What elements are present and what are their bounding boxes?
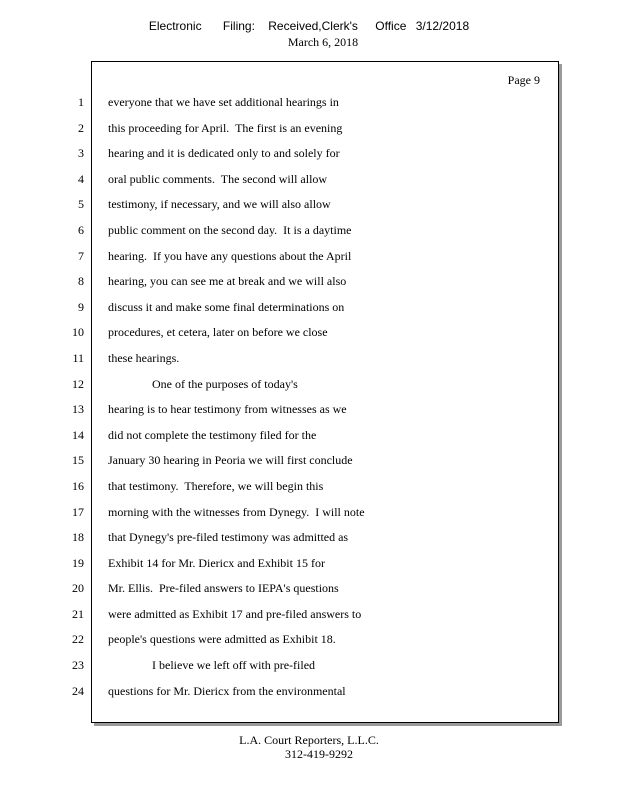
footer (0, 733, 618, 761)
filing-stamp (0, 19, 618, 33)
transcript-line: oral public comments. The second will allow (108, 171, 328, 186)
line-number: 24 (72, 683, 84, 698)
line-number: 11 (72, 350, 84, 365)
transcript-line: One of the purposes of today's (152, 376, 298, 391)
transcript-line: procedures, et cetera, later on before we close (108, 325, 328, 340)
filing-word-filing: Filing: (222, 19, 255, 33)
filing-word-office: Office (375, 19, 407, 33)
page-number: Page 9 (507, 73, 540, 87)
transcript-line: morning with the witnesses from Dynegy. I will note (108, 504, 365, 519)
transcript-line: hearing and it is dedicated only to and solely for (108, 146, 340, 161)
transcript-line: public comment on the second day. It is a daytime (108, 222, 352, 237)
hearing-date: March 6, 2018 (287, 35, 359, 49)
transcript-line: questions for Mr. Diericx from the environmental (108, 683, 346, 698)
line-number: 5 (78, 197, 84, 212)
line-number: 22 (72, 632, 84, 647)
line-number: 15 (72, 453, 84, 468)
line-number: 17 (72, 504, 84, 519)
transcript-line: Mr. Ellis. Pre-filed answers to IEPA's questions (108, 581, 339, 596)
line-number: 10 (72, 325, 84, 340)
line-number: 6 (78, 222, 84, 237)
transcript-line: everyone that we have set additional hearings in (108, 95, 339, 109)
line-number: 7 (78, 248, 84, 263)
transcript-line: did not complete the testimony filed for the (108, 427, 317, 442)
line-number: 16 (72, 478, 84, 493)
transcript-line: this proceeding for April. The first is an evening (108, 120, 343, 135)
line-number-column (40, 95, 84, 709)
line-number: 1 (78, 95, 84, 109)
reporter-company: L.A. Court Reporters, L.L.C. (239, 733, 379, 747)
transcript-text (108, 95, 548, 709)
line-number: 19 (72, 555, 84, 570)
line-number: 2 (78, 120, 84, 135)
transcript-line: that Dynegy's pre-filed testimony was admitted as (108, 530, 349, 545)
filing-date: 3/12/2018 (415, 19, 470, 33)
transcript-line: Exhibit 14 for Mr. Diericx and Exhibit 15 for (108, 555, 325, 570)
transcript-line: were admitted as Exhibit 17 and pre-filed answers to (108, 606, 362, 621)
transcript-line: I believe we left off with pre-filed (152, 658, 316, 673)
line-number: 18 (72, 530, 84, 545)
transcript-line: January 30 hearing in Peoria we will first conclude (108, 453, 353, 468)
transcript-line: testimony, if necessary, and we will also allow (108, 197, 331, 212)
line-number: 4 (78, 171, 84, 186)
line-number: 9 (78, 299, 84, 314)
transcript-line: hearing, you can see me at break and we will also (108, 274, 347, 289)
line-number: 14 (72, 427, 84, 442)
transcript-line: hearing. If you have any questions about the April (108, 248, 352, 263)
line-number: 13 (72, 402, 84, 417)
line-number: 8 (78, 274, 84, 289)
transcript-line: these hearings. (108, 350, 180, 365)
line-number: 23 (72, 658, 84, 673)
reporter-phone: 312-419-9292 (285, 747, 353, 761)
transcript-line: people's questions were admitted as Exhibit 18. (108, 632, 336, 647)
line-number: 12 (72, 376, 84, 391)
transcript-line: discuss it and make some final determinations on (108, 299, 345, 314)
line-number: 3 (78, 146, 84, 161)
filing-word-electronic: Electronic (148, 19, 202, 33)
transcript-line: hearing is to hear testimony from witnesses as we (108, 402, 347, 417)
transcript-line: that testimony. Therefore, we will begin this (108, 478, 324, 493)
line-number: 21 (72, 606, 84, 621)
filing-word-received: Received,Clerk's (268, 19, 358, 33)
line-number: 20 (72, 581, 84, 596)
